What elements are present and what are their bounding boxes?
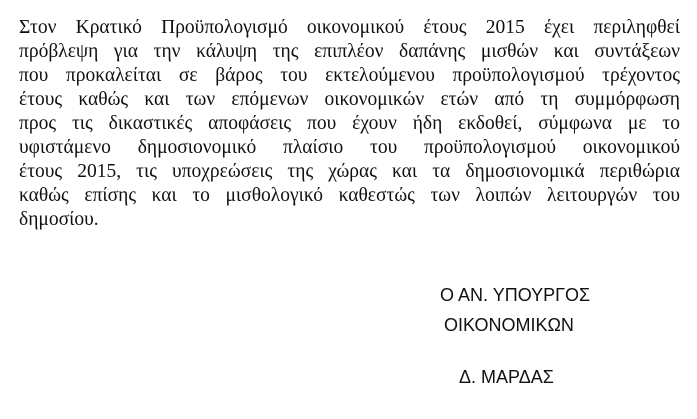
paragraph-line-4: έτους καθώς και των επόμενων οικονομικών ετών από τη συμμόρφωση — [19, 89, 680, 110]
signature-title-line-1: Ο ΑΝ. ΥΠΟΥΡΓΟΣ — [440, 285, 591, 305]
signature-title-line-2: ΟΙΚΟΝΟΜΙΚΩΝ — [444, 315, 574, 335]
paragraph-line-6: υφιστάμενο δημοσιονομικό πλαίσιο του προϋπολογισμού οικονομικού — [19, 137, 680, 158]
paragraph-line-1: Στον Κρατικό Προϋπολογισμό οικονομικού έτους 2015 έχει περιληφθεί — [19, 17, 680, 38]
signatory-name: Δ. ΜΑΡΔΑΣ — [459, 367, 554, 387]
paragraph-line-8: καθώς επίσης και το μισθολογικό καθεστώς των λοιπών λειτουργών του — [19, 185, 680, 206]
paragraph-line-3: που προκαλείται σε βάρος του εκτελούμενου προϋπολογισμού τρέχοντος — [19, 65, 680, 86]
paragraph-line-5: προς τις δικαστικές αποφάσεις που έχουν ήδη εκδοθεί, σύμφωνα με το — [19, 113, 680, 134]
paragraph-line-2: πρόβλεψη για την κάλυψη της επιπλέον δαπάνης μισθών και συντάξεων — [19, 41, 680, 62]
paragraph-line-9: δημοσίου. — [19, 209, 99, 230]
paragraph-line-7: έτους 2015, τις υποχρεώσεις της χώρας και τα δημοσιονομικά περιθώρια — [19, 161, 680, 182]
